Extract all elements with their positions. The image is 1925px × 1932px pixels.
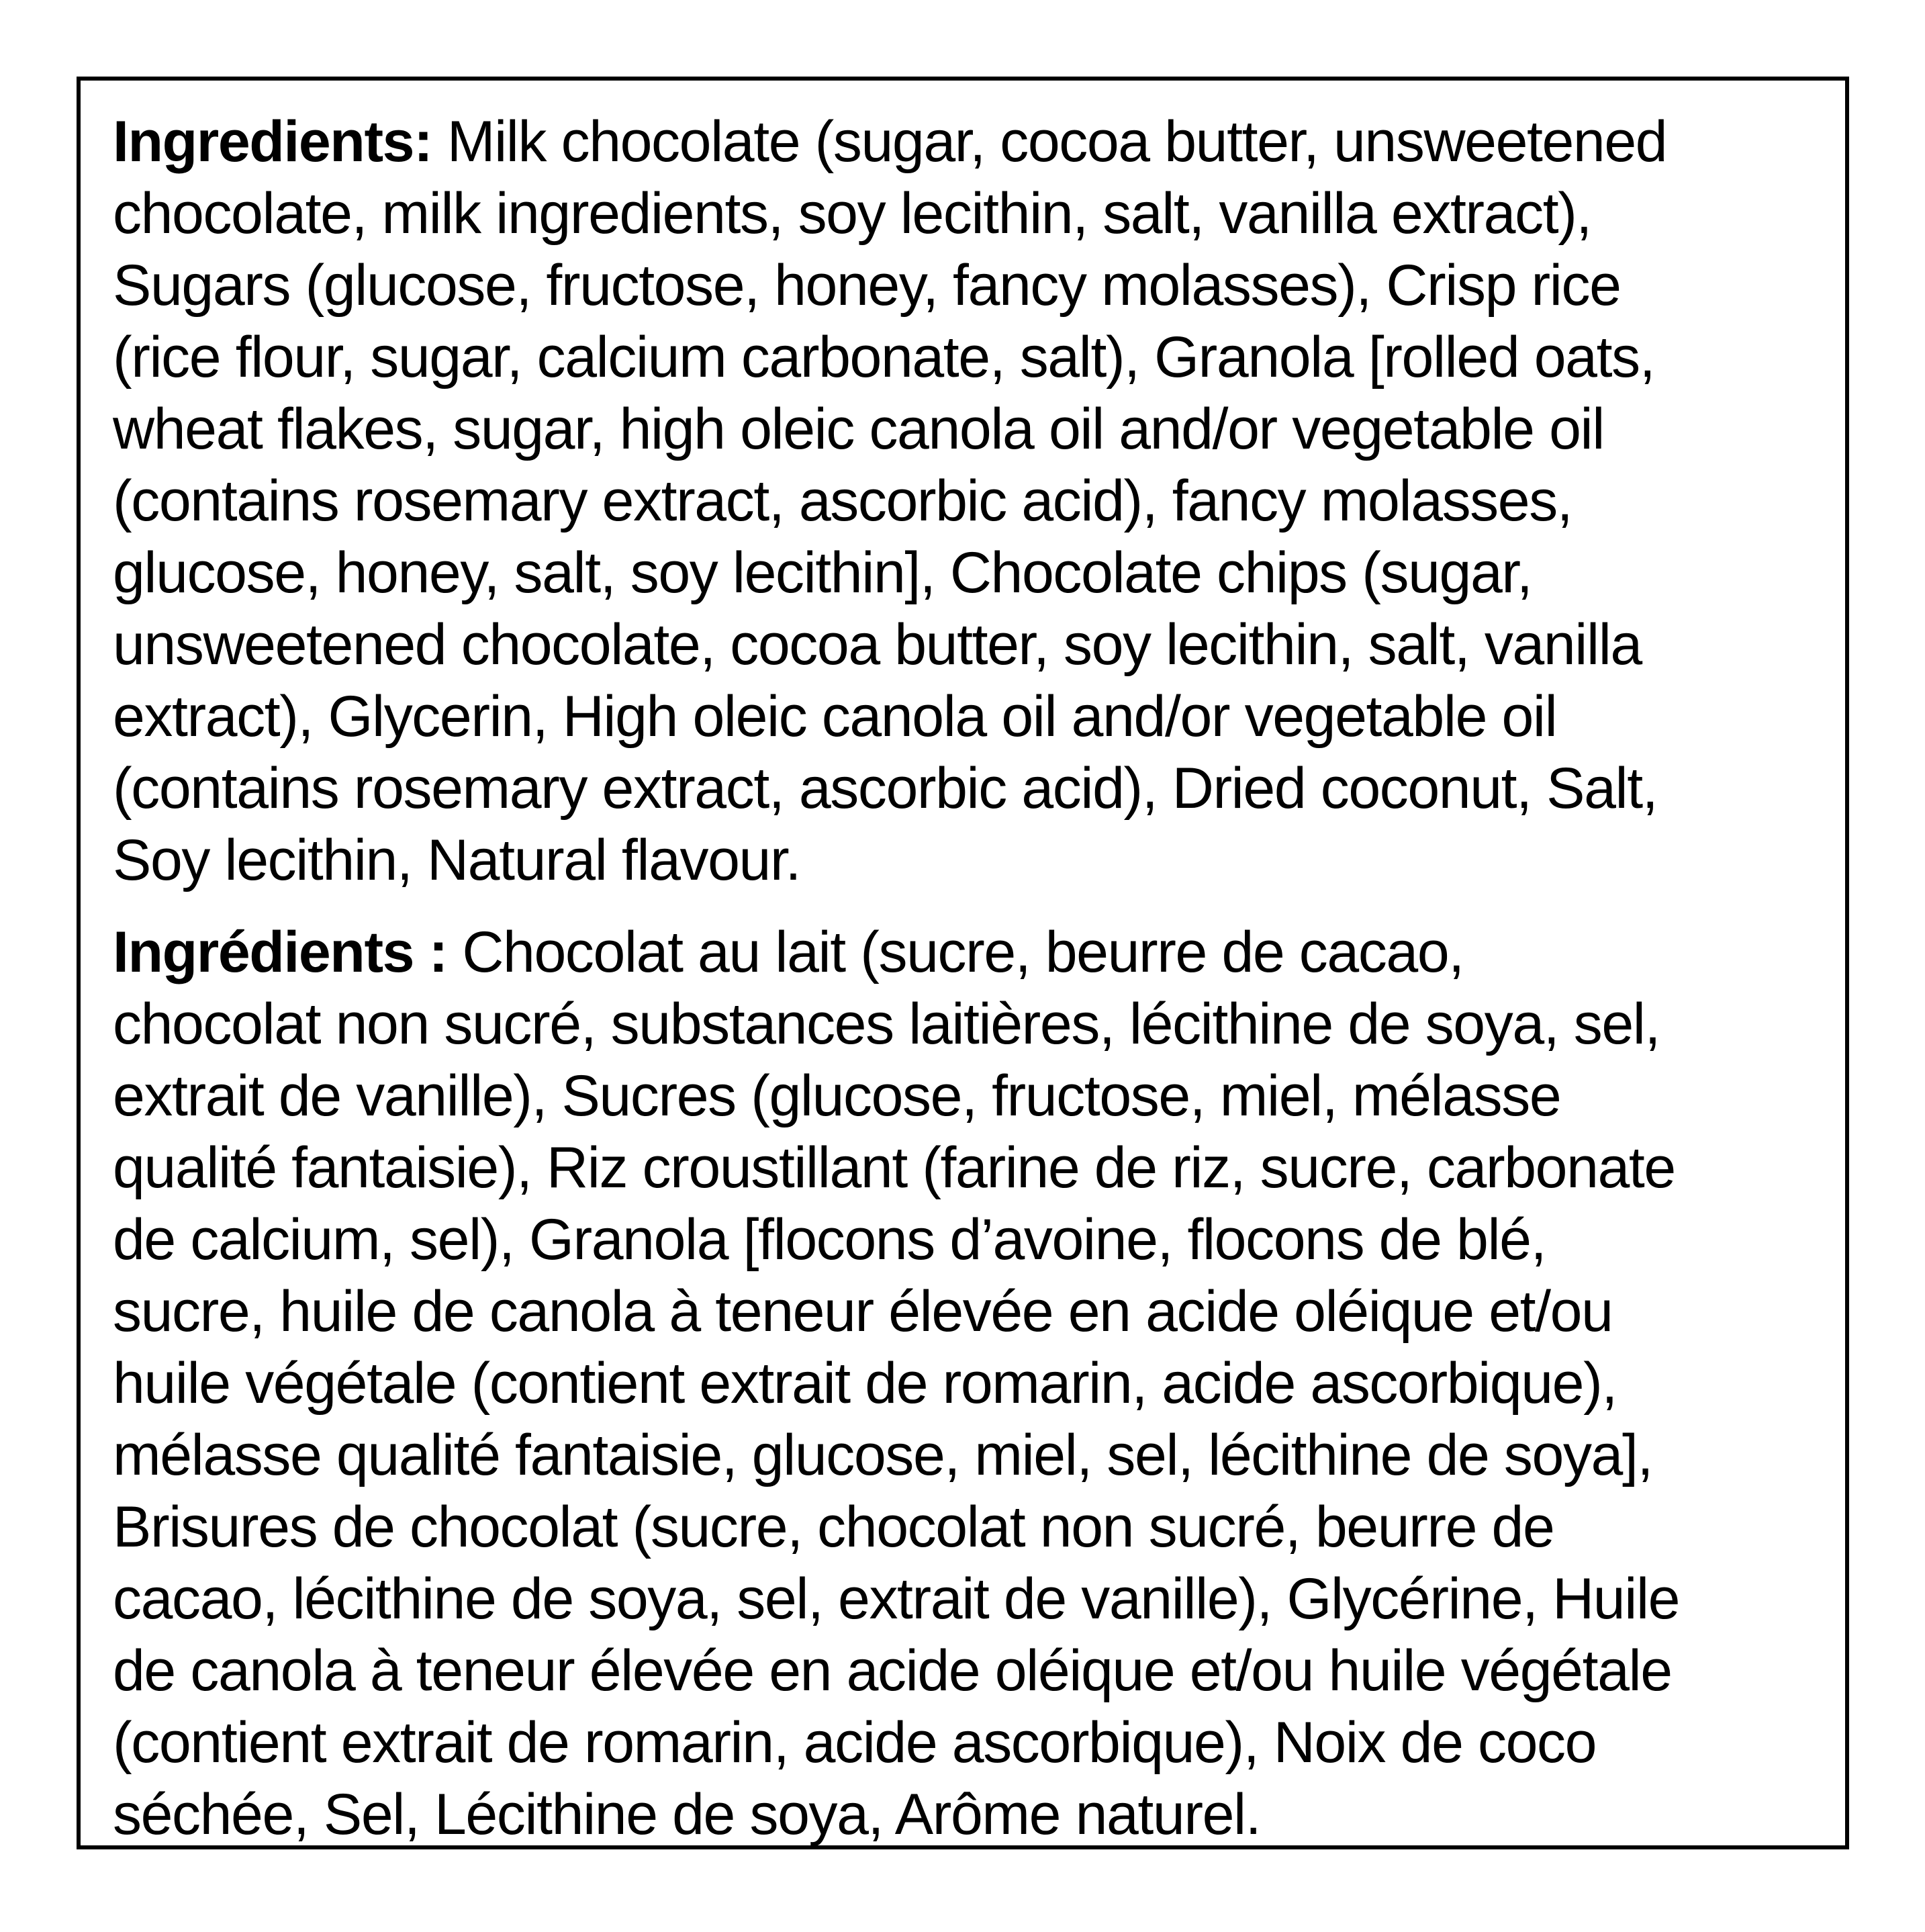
english-ingredients-text: Milk chocolate (sugar, cocoa butter, unsweetened (432, 109, 1667, 174)
english-ingredients-line: glucose, honey, salt, soy lecithin], Chocolate chips (sugar, (113, 541, 1532, 605)
english-ingredients-line (113, 106, 1837, 178)
english-ingredients-heading: Ingredients: (113, 109, 432, 174)
ingredients-label-box (77, 77, 1849, 1849)
french-ingredients-line: mélasse qualité fantaisie, glucose, miel, sel, lécithine de soya], (113, 1423, 1652, 1487)
french-ingredients-line: Brisures de chocolat (sucre, chocolat non sucré, beurre de (113, 1495, 1554, 1559)
english-ingredients-line: (contains rosemary extract, ascorbic acid), fancy molasses, (113, 469, 1572, 533)
french-ingredients-line: sucre, huile de canola à teneur élevée en acide oléique et/ou (113, 1279, 1613, 1344)
english-ingredients-line: (rice flour, sugar, calcium carbonate, salt), Granola [rolled oats, (113, 325, 1655, 389)
english-ingredients-line: wheat flakes, sugar, high oleic canola oil and/or vegetable oil (113, 397, 1604, 461)
section-spacer (113, 896, 1837, 917)
french-ingredients-line: de calcium, sel), Granola [flocons d’avoine, flocons de blé, (113, 1207, 1546, 1272)
french-ingredients-line: qualité fantaisie), Riz croustillant (farine de riz, sucre, carbonate (113, 1136, 1675, 1200)
french-ingredients-line: de canola à teneur élevée en acide oléique et/ou huile végétale (113, 1639, 1672, 1703)
french-ingredients-line: cacao, lécithine de soya, sel, extrait de vanille), Glycérine, Huile (113, 1567, 1680, 1631)
english-ingredients-line: Soy lecithin, Natural flavour. (113, 828, 800, 892)
french-ingredients-heading: Ingrédients : (113, 920, 447, 984)
french-ingredients-line: (contient extrait de romarin, acide ascorbique), Noix de coco (113, 1710, 1597, 1775)
french-ingredients-line: extrait de vanille), Sucres (glucose, fructose, miel, mélasse (113, 1064, 1561, 1128)
french-ingredients-line (113, 917, 1837, 988)
french-ingredients-text: Chocolat au lait (sucre, beurre de cacao, (447, 920, 1464, 984)
english-ingredients-line: Sugars (glucose, fructose, honey, fancy molasses), Crisp rice (113, 253, 1621, 318)
french-ingredients-line: séchée, Sel, Lécithine de soya, Arôme naturel. (113, 1782, 1261, 1847)
french-ingredients-line: huile végétale (contient extrait de romarin, acide ascorbique), (113, 1351, 1617, 1416)
english-ingredients-line: extract), Glycerin, High oleic canola oil and/or vegetable oil (113, 684, 1557, 749)
english-ingredients-line: (contains rosemary extract, ascorbic acid), Dried coconut, Salt, (113, 756, 1658, 821)
french-ingredients-line: chocolat non sucré, substances laitières, lécithine de soya, sel, (113, 992, 1660, 1056)
english-ingredients-line: unsweetened chocolate, cocoa butter, soy lecithin, salt, vanilla (113, 612, 1642, 677)
ingredients-text (113, 106, 1837, 1851)
english-ingredients-line: chocolate, milk ingredients, soy lecithin, salt, vanilla extract), (113, 181, 1591, 246)
